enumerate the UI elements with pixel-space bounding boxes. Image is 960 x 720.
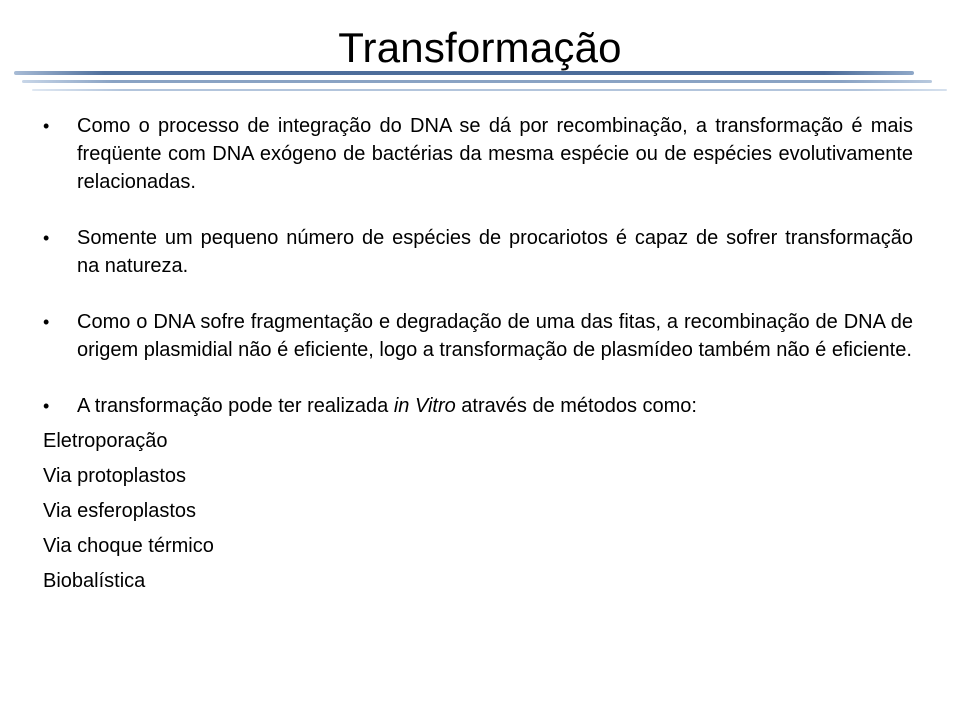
title-underline-tertiary xyxy=(32,89,947,91)
bullet-item xyxy=(43,308,913,364)
slide-title: Transformação xyxy=(338,24,622,71)
method-item-esferoplastos: Via esferoplastos xyxy=(43,500,197,522)
bullet-text: Como o processo de integração do DNA se dá por recombinação, a transformação é mais freqüente com DNA exógeno de bactérias da mesma espécie ou de espécies evolutivamente relacionadas. xyxy=(77,115,913,193)
bullet-item xyxy=(43,224,913,280)
method-item-biobalistica: Biobalística xyxy=(43,570,146,592)
bullet-icon: • xyxy=(43,396,50,416)
method-item-protoplastos: Via protoplastos xyxy=(43,465,187,487)
bullet-text: Como o DNA sofre fragmentação e degradação de uma das fitas, a recombinação de DNA de origem plasmidial não é eficiente, logo a transformação de plasmídeo também não é eficiente. xyxy=(77,311,913,361)
methods-list xyxy=(43,424,913,599)
bullet-item xyxy=(43,392,913,420)
bullet-text: Somente um pequeno número de espécies de procariotos é capaz de sofrer transformação na natureza. xyxy=(77,227,913,277)
bullet-icon: • xyxy=(43,116,50,136)
method-item-choque-termico: Via choque térmico xyxy=(43,535,214,557)
method-item-eletroporacao: Eletroporação xyxy=(43,430,168,452)
bullet-text-italic: in Vitro xyxy=(393,395,456,417)
title-underline-primary xyxy=(14,71,914,75)
bullet-text-prefix: A transformação pode ter realizada xyxy=(77,395,394,417)
slide-content xyxy=(43,112,913,599)
bullet-icon: • xyxy=(43,228,50,248)
bullet-icon: • xyxy=(43,312,50,332)
title-underline-secondary xyxy=(22,80,932,83)
bullet-item xyxy=(43,112,913,196)
bullet-text-suffix: através de métodos como: xyxy=(455,395,697,417)
